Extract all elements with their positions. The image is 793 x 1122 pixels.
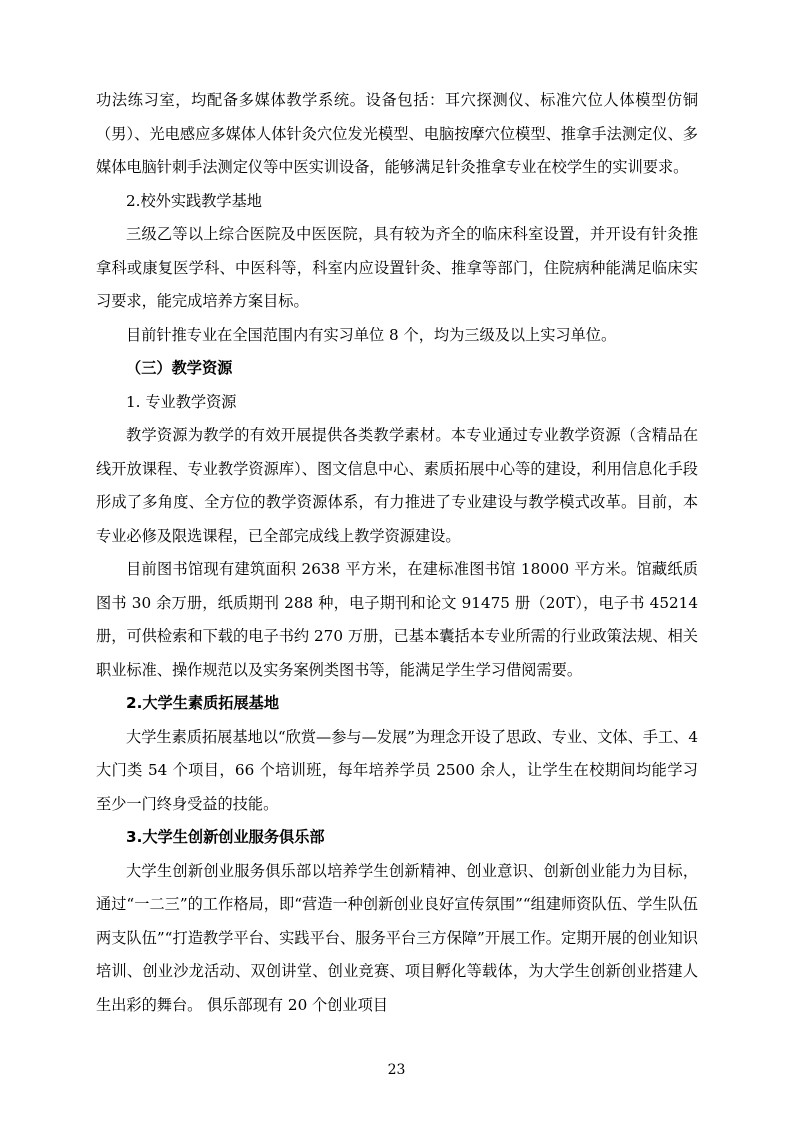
paragraph: 目前图书馆现有建筑面积 2638 平方米，在建标准图书馆 18000 平方米。馆藏纸质图书 30 余万册，纸质期刊 288 种，电子期刊和论文 91475 册（20T），电子书 45214 册，可供检索和下载的电子书约 270 万册，已基本囊括本专业所需的行业政策法规、相关职业标准、操作规范以及实务案例类图书等，能满足学生学习借阅需要。 (96, 560, 698, 679)
paragraph: 功法练习室，均配备多媒体教学系统。设备包括：耳穴探测仪、标准穴位人体模型仿铜（男）、光电感应多媒体人体针灸穴位发光模型、电脑按摩穴位模型、推拿手法测定仪、多媒体电脑针刺手法测定仪等中医实训设备，能够满足针灸推拿专业在校学生的实训要求。 (96, 91, 698, 176)
page-number: 23 (387, 1062, 406, 1078)
paragraph: 目前针推专业在全国范围内有实习单位 8 个，均为三级及以上实习单位。 (126, 325, 617, 344)
section-heading: （三）教学资源 (126, 359, 233, 377)
list-item: 1. 专业教学资源 (126, 392, 237, 411)
list-item: 2.校外实践教学基地 (126, 191, 262, 210)
sub-heading: 3.大学生创新创业服务俱乐部 (126, 828, 325, 846)
paragraph: 大学生素质拓展基地以“欣赏—参与—发展”为理念开设了思政、专业、文体、手工、4 大门类 54 个项目，66 个培训班，每年培养学员 2500 余人，让学生在校期间均能学习至少一门终身受益的技能。 (96, 727, 698, 813)
paragraph: 大学生创新创业服务俱乐部以培养学生创新精神、创业意识、创新创业能力为目标，通过“一二三”的工作格局，即“营造一种创新创业良好宣传氛围”“组建师资队伍、学生队伍两支队伍”“打造教学平台、实践平台、服务平台三方保障”开展工作。定期开展的创业知识培训、创业沙龙活动、双创讲堂、创业竞赛、项目孵化等载体，为大学生创新创业搭建人生出彩的舞台。 俱乐部现有 20 个创业项目 (96, 861, 698, 1014)
sub-heading: 2.大学生素质拓展基地 (126, 694, 280, 712)
page-content (96, 84, 698, 1022)
paragraph: 三级乙等以上综合医院及中医医院，具有较为齐全的临床科室设置，并开设有针灸推拿科或康复医学科、中医科等，科室内应设置针灸、推拿等部门，住院病种能满足临床实习要求，能完成培养方案目标。 (96, 225, 698, 310)
paragraph: 教学资源为教学的有效开展提供各类教学素材。本专业通过专业教学资源（含精品在线开放课程、专业教学资源库）、图文信息中心、素质拓展中心等的建设，利用信息化手段形成了多角度、全方位的教学资源体系，有力推进了专业建设与教学模式改革。目前，本专业必修及限选课程，已全部完成线上教学资源建设。 (96, 426, 698, 545)
